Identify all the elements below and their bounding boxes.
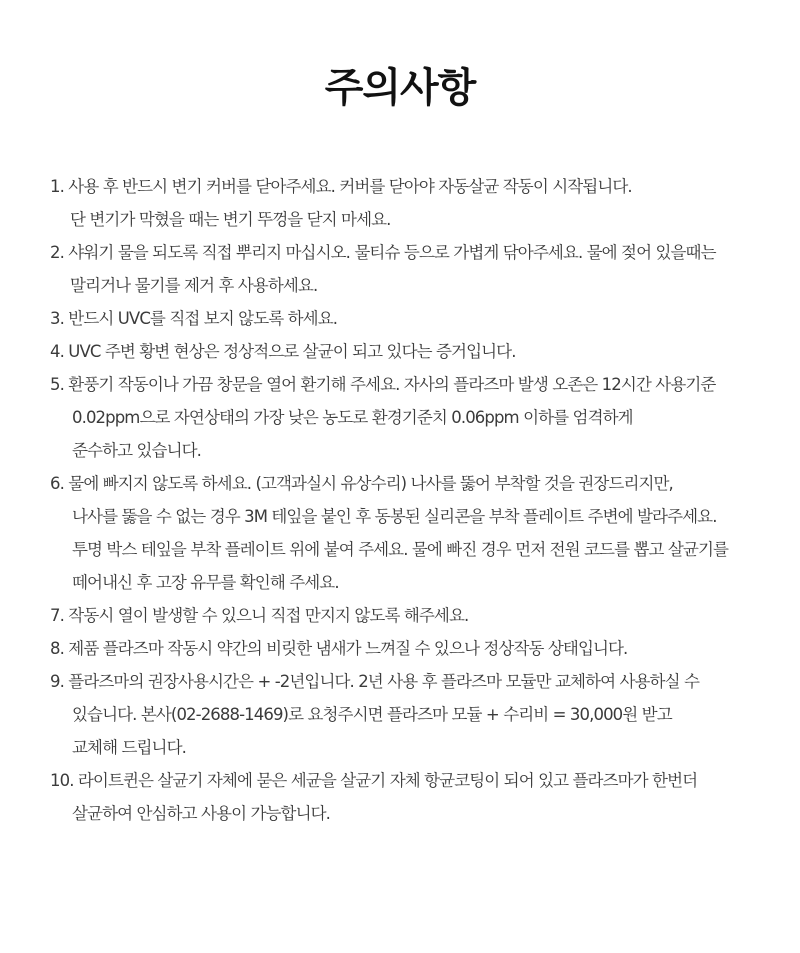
notice-item-8: 8. 제품 플라즈마 작동시 약간의 비릿한 냄새가 느껴질 수 있으나 정상작동 상태입니다. bbox=[50, 639, 628, 658]
notice-item-9-continued: 교체해 드립니다. bbox=[72, 738, 186, 757]
notice-item-5: 5. 환풍기 작동이나 가끔 창문을 열어 환기해 주세요. 자사의 플라즈마 발생 오존은 12시간 사용기준 bbox=[50, 375, 716, 394]
notice-item-10: 10. 라이트퀸은 살균기 자체에 묻은 세균을 살균기 자체 항균코팅이 되어 있고 플라즈마가 한번더 bbox=[50, 771, 698, 790]
notice-item-1-continued: 단 변기가 막혔을 때는 변기 뚜껑을 닫지 마세요. bbox=[70, 210, 391, 229]
notice-item-2-continued: 말리거나 물기를 제거 후 사용하세요. bbox=[70, 276, 318, 295]
notice-item-9-continued: 있습니다. 본사(02-2688-1469)로 요청주시면 플라즈마 모듈 + 수리비 = 30,000원 받고 bbox=[72, 705, 672, 724]
notice-item-5-continued: 준수하고 있습니다. bbox=[72, 441, 202, 460]
notice-item-10-continued: 살균하여 안심하고 사용이 가능합니다. bbox=[72, 804, 331, 823]
notice-item-1: 1. 사용 후 반드시 변기 커버를 닫아주세요. 커버를 닫아야 자동살균 작동이 시작됩니다. bbox=[50, 177, 632, 196]
notice-list bbox=[50, 170, 770, 830]
notice-item-9: 9. 플라즈마의 권장사용시간은 + -2년입니다. 2년 사용 후 플라즈마 모듈만 교체하여 사용하실 수 bbox=[50, 672, 700, 691]
notice-item-6-continued: 나사를 뚫을 수 없는 경우 3M 테잎을 붙인 후 동봉된 실리콘을 부착 플레이트 주변에 발라주세요. bbox=[72, 507, 717, 526]
notice-item-4: 4. UVC 주변 황변 현상은 정상적으로 살균이 되고 있다는 증거입니다. bbox=[50, 342, 516, 361]
page-title: 주의사항 bbox=[324, 65, 476, 111]
notice-item-3: 3. 반드시 UVC를 직접 보지 않도록 하세요. bbox=[50, 309, 338, 328]
notice-item-6-continued: 떼어내신 후 고장 유무를 확인해 주세요. bbox=[72, 573, 339, 592]
notice-item-7: 7. 작동시 열이 발생할 수 있으니 직접 만지지 않도록 해주세요. bbox=[50, 606, 469, 625]
notice-item-5-continued: 0.02ppm으로 자연상태의 가장 낮은 농도로 환경기준치 0.06ppm 이하를 엄격하게 bbox=[72, 408, 633, 427]
notice-item-2: 2. 샤워기 물을 되도록 직접 뿌리지 마십시오. 물티슈 등으로 가볍게 닦아주세요. 물에 젖어 있을때는 bbox=[50, 243, 716, 262]
notice-item-6-continued: 투명 박스 테잎을 부착 플레이트 위에 붙여 주세요. 물에 빠진 경우 먼저 전원 코드를 뽑고 살균기를 bbox=[72, 540, 729, 559]
notice-item-6: 6. 물에 빠지지 않도록 하세요. (고객과실시 유상수리) 나사를 뚫어 부착할 것을 권장드리지만, bbox=[50, 474, 673, 493]
